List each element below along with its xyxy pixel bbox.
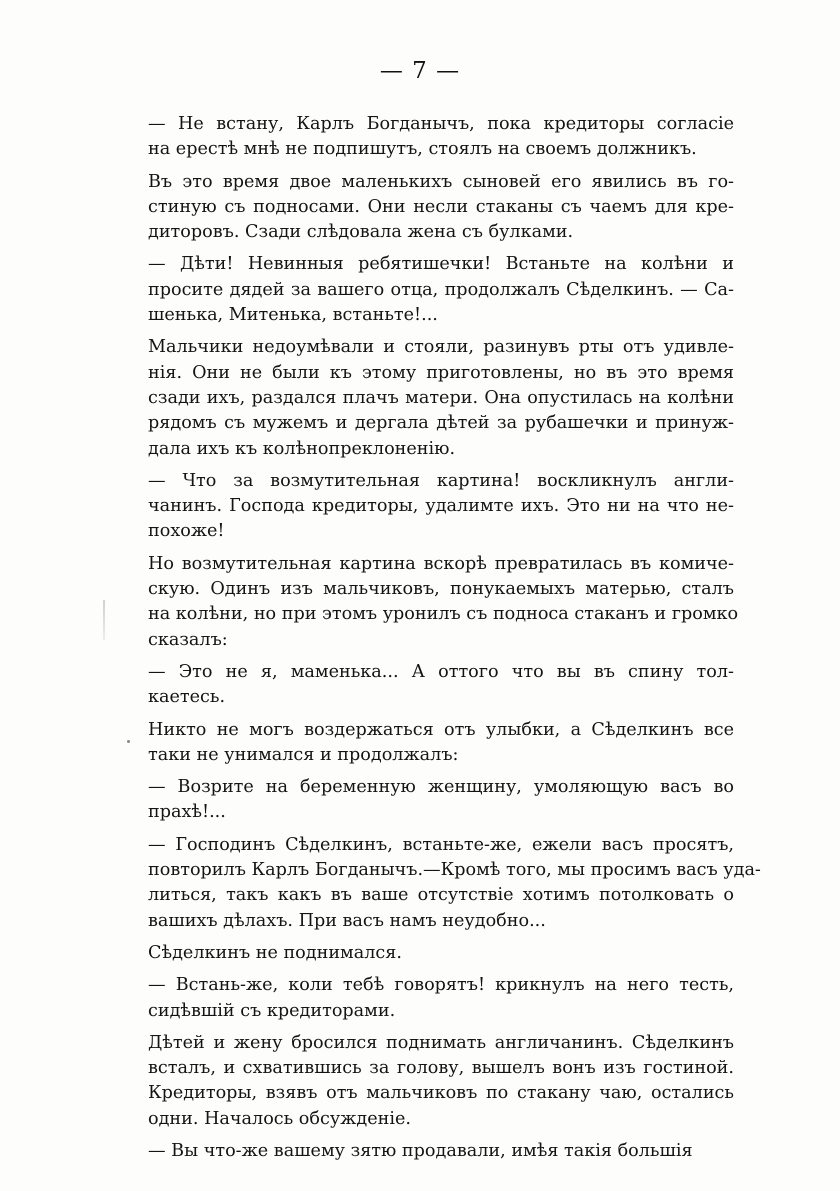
- text-line: сказалъ:: [148, 629, 228, 650]
- paragraph-gap: [148, 1024, 734, 1031]
- text-line: повторилъ Карлъ Богданычъ.—Кромѣ того, мы просимъ васъ уда-: [148, 860, 761, 881]
- text-line: — Встань-же, коли тебѣ говорятъ! крикнулъ на него тесть,: [148, 975, 734, 996]
- text-line: похоже!: [148, 521, 225, 542]
- text-line: таки не унимался и продолжалъ:: [148, 744, 459, 765]
- text-line: дала ихъ къ колѣнопреклоненію.: [148, 438, 456, 459]
- text-line: Въ это время двое маленькихъ сыновей его явились въ го-: [148, 171, 734, 192]
- paragraph: [148, 552, 739, 653]
- paragraph-gap: [148, 768, 734, 775]
- text-line: Кредиторы, взявъ отъ мальчиковъ по стакану чаю, остались: [148, 1083, 734, 1104]
- text-line: на колѣни, но при этомъ уронилъ съ подноса стаканъ и громко: [148, 604, 739, 625]
- paragraph-gap: [148, 653, 734, 660]
- paragraph: [148, 1031, 734, 1132]
- text-line: Сѣделкинъ не поднимался.: [148, 942, 402, 963]
- paragraph: [148, 469, 734, 545]
- text-line: каетесь.: [148, 687, 226, 708]
- text-line: чанинъ. Господа кредиторы, удалимте ихъ. Это ни на что не-: [148, 496, 734, 517]
- paragraph-gap: [148, 711, 734, 718]
- text-line: одни. Началось обсужденіе.: [148, 1108, 411, 1129]
- margin-dot: [127, 740, 130, 743]
- text-line: — Вы что-же вашему зятю продавали, имѣя такія большія: [148, 1140, 693, 1161]
- text-line: — Что за возмутительная картина! воскликнулъ англи-: [148, 470, 734, 491]
- paragraph: [148, 112, 734, 163]
- paragraph: [148, 775, 734, 826]
- margin-mark: [103, 600, 105, 640]
- page-number: — 7 —: [379, 58, 461, 84]
- text-line: литься, такъ какъ въ ваше отсутствіе хотимъ потолковать о: [148, 885, 734, 906]
- text-line: скую. Одинъ изъ мальчиковъ, понукаемыхъ матерью, сталъ: [148, 579, 734, 600]
- text-line: прахѣ!...: [148, 802, 226, 823]
- text-line: — Не встану, Карлъ Богданычъ, пока кредиторы согласіе: [148, 114, 734, 134]
- text-line: нія. Они не были къ этому приготовлены, но въ это время: [148, 362, 734, 383]
- text-line: диторовъ. Сзади слѣдовала жена съ булками.: [148, 222, 574, 243]
- paragraph-gap: [148, 934, 734, 941]
- text-line: Мальчики недоумѣвали и стояли, разинувъ рты отъ удивле-: [148, 337, 734, 358]
- text-line: — Возрите на беременную женщину, умоляющую васъ во: [148, 777, 734, 798]
- paragraph-gap: [148, 545, 734, 552]
- text-line: сзади ихъ, раздался плачъ матери. Она опустилась на колѣни: [148, 387, 734, 408]
- paragraph-gap: [148, 966, 734, 973]
- text-line: Никто не могъ воздержаться отъ улыбки, а Сѣделкинъ все: [148, 719, 734, 740]
- text-line: — Господинъ Сѣделкинъ, встаньте-же, ежели васъ просятъ,: [148, 834, 734, 855]
- paragraph-gap: [148, 245, 734, 252]
- text-line: — Это не я, маменька... А оттого что вы въ спину тол-: [148, 661, 734, 682]
- text-line: на ерестѣ мнѣ не подпишутъ, стоялъ на своемъ должникъ.: [148, 139, 697, 160]
- text-line: стиную съ подносами. Они несли стаканы съ чаемъ для кре-: [148, 196, 734, 217]
- page-body: [148, 112, 761, 1164]
- paragraph-gap: [148, 1132, 734, 1139]
- paragraph: [148, 1139, 734, 1164]
- paragraph-gap: [148, 462, 734, 469]
- paragraph: [148, 660, 734, 711]
- text-line: шенька, Митенька, встаньте!...: [148, 305, 438, 326]
- text-line: всталъ, и схватившись за голову, вышелъ вонъ изъ гостиной.: [148, 1058, 734, 1079]
- paragraph: [148, 941, 734, 966]
- paragraph: [148, 252, 734, 328]
- text-line: рядомъ съ мужемъ и дергала дѣтей за рубашечки и принуж-: [148, 413, 734, 434]
- paragraph-gap: [148, 328, 734, 335]
- paragraph: [148, 170, 734, 246]
- paragraph-gap: [148, 163, 734, 170]
- paragraph: [148, 973, 734, 1024]
- text-line: — Дѣти! Невинныя ребятишечки! Встаньте на колѣни и: [148, 254, 734, 275]
- paragraph-gap: [148, 826, 734, 833]
- text-line: сидѣвшій съ кредиторами.: [148, 1000, 396, 1021]
- paragraph: [148, 335, 734, 461]
- text-line: Но возмутительная картина вскорѣ превратилась въ комиче-: [148, 553, 734, 574]
- paragraph: [148, 718, 734, 769]
- text-line: Дѣтей и жену бросился поднимать англичанинъ. Сѣделкинъ: [148, 1032, 734, 1053]
- paragraph: [148, 833, 761, 934]
- text-line: просите дядей за вашего отца, продолжалъ Сѣделкинъ. — Са-: [148, 279, 734, 300]
- text-line: вашихъ дѣлахъ. При васъ намъ неудобно...: [148, 910, 546, 931]
